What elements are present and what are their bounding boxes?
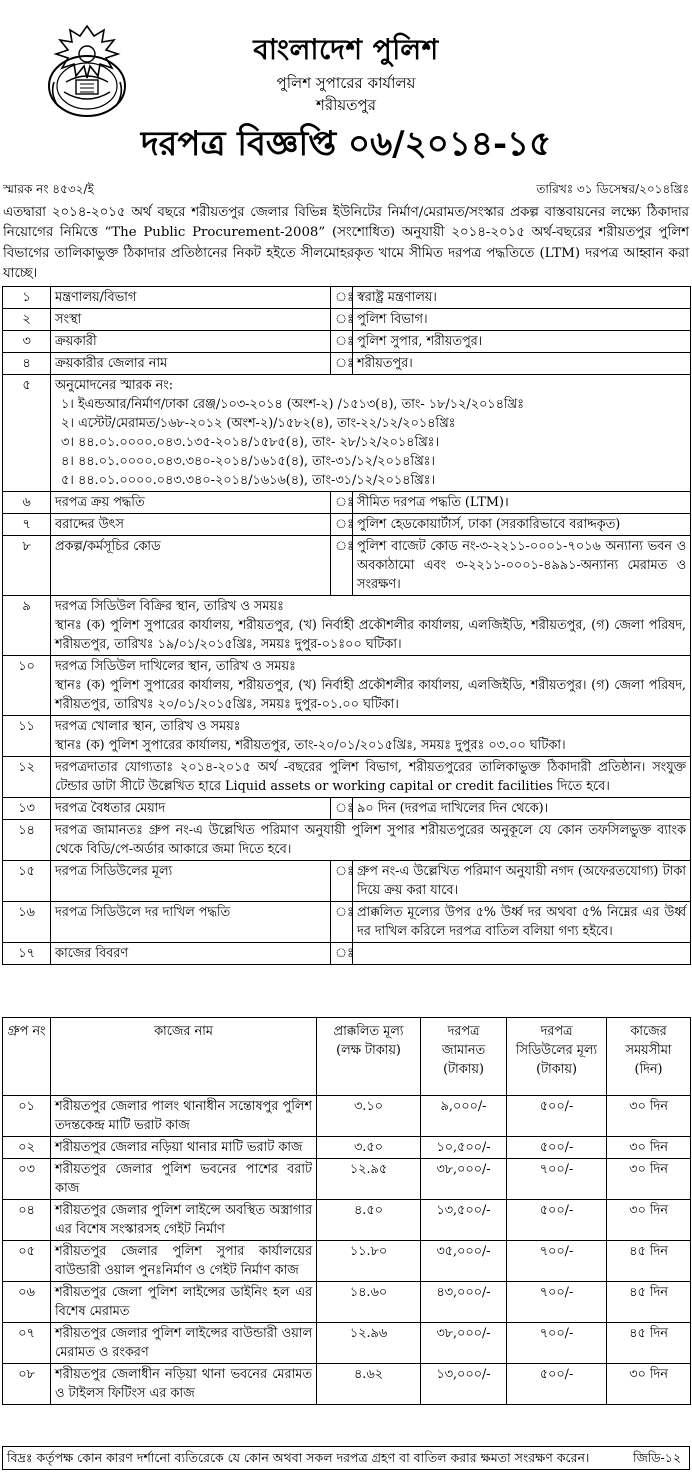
row-label: দরপত্র ক্রয় পদ্ধতি: [51, 492, 331, 514]
district-name: শরীয়তপুর: [316, 96, 376, 114]
table-row: [3, 820, 691, 861]
group-number: ০৫: [3, 1241, 51, 1282]
row-value: গ্রুপ নং-এ উল্লেখিত পরিমাণ অনুযায়ী নগদ (অফেরতযোগ্য) টাকা দিয়ে ক্রয় করা যাবে।: [353, 861, 691, 902]
table-row: [3, 353, 691, 375]
work-name: শরীয়তপুর জেলার পুলিশ লাইন্সের বাউন্ডারী ওয়াল মেরামত ও রংকরণ: [51, 1323, 317, 1364]
table-row: [3, 1241, 691, 1282]
row-colon: ঃ: [331, 902, 353, 943]
header-work-name: কাজের নাম: [51, 1018, 317, 1096]
approval-line: ১। ইএন্ডআর/নির্মাণ/ঢাকা রেঞ্জ/১০৩-২০১৪ (অংশ-২) /১৫১৩(৪), তাং- ১৮/১২/২০১৪খ্রিঃ: [61, 397, 524, 412]
work-schedule-price: ৫০০/-: [507, 1200, 607, 1241]
work-duration: ৩০ দিন: [607, 1200, 691, 1241]
work-estimate: ৪.৬২: [317, 1364, 421, 1405]
group-number: ০২: [3, 1137, 51, 1159]
row-number: ২: [3, 309, 51, 331]
header-estimate: প্রাক্কলিত মূল্য (লক্ষ টাকায়): [317, 1018, 421, 1096]
eligibility-text: দরপত্রদাতার যোগ্যতাঃ ২০১৪-২০১৫ অর্থ -বছরের পুলিশ বিভাগ, শরীয়তপুরের তালিকাভুক্ত ঠিকাদারী প্রতিষ্ঠান। সংযুক্ত টেন্ডার ডাটা সীটে উল্লেখিত হারে Liquid assets or working capital or credit facilities দিতে হবে।: [51, 757, 691, 798]
row-number: ১১: [3, 716, 51, 757]
work-duration: ৩০ দিন: [607, 1096, 691, 1137]
office-name: পুলিশ সুপারের কার্যালয়: [276, 74, 416, 92]
row-number: ১৪: [3, 820, 51, 861]
table-row: [3, 1159, 691, 1200]
footer-code: জিডি-১২: [633, 1450, 681, 1465]
opening-title: দরপত্র খোলার স্থান, তারিখ ও সময়ঃ: [55, 719, 241, 734]
row-label: ক্রয়কারী: [51, 331, 331, 353]
row-number: ৩: [3, 331, 51, 353]
approval-cell: [51, 375, 691, 492]
table-row: [3, 1364, 691, 1405]
submit-text: স্থানঃ (ক) পুলিশ সুপারের কার্যালয়, শরীয়তপুর, (খ) নির্বাহী প্রকৌশলীর কার্যালয়, এলজিইডি, শরীয়তপুর। (গ) জেলা পরিষদ, শরীয়তপুর, তারিখঃ ২০/০১/২০১৫খ্রিঃ, সময়ঃ দুপুর-০১.০০ ঘটিকা।: [55, 678, 686, 712]
notice-title: দরপত্র বিজ্ঞপ্তি ০৬/২০১৪-১৫: [140, 124, 552, 164]
row-colon: ঃ: [331, 861, 353, 902]
work-estimate: ১৪.৬০: [317, 1282, 421, 1323]
submit-title: দরপত্র সিডিউল দাখিলের স্থান, তারিখ ও সময়ঃ: [55, 659, 296, 674]
opening-cell: [51, 716, 691, 757]
work-name: শরীয়তপুর জেলার পুলিশ সুপার কার্যালয়ের বাউন্ডারী ওয়াল পুনঃনির্মাণ ও গেইট নির্মাণ কাজ: [51, 1241, 317, 1282]
row-colon: ঃ: [331, 798, 353, 820]
work-security: ১৩,০০০/-: [421, 1364, 507, 1405]
table-row: [3, 861, 691, 902]
intro-paragraph: এতদ্বারা ২০১৪-২০১৫ অর্থ বছরে শরীয়তপুর জেলার বিভিন্ন ইউনিটের নির্মাণ/মেরামত/সংস্কার প্রকল্প বাস্তবায়নের লক্ষ্যে ঠিকাদার নিয়োগের নিমিত্তে “The Public Procurement-2008” (সংশোধিত) অনুযায়ী ২০১৪-২০১৫ অর্থ-বছরের শরীয়তপুর পুলিশ বিভাগের তালিকাভুক্ত ঠিকাদার প্রতিষ্ঠানের নিকট হইতে সীলমোহরকৃত খামে সীমিত দরপত্র পদ্ধতিতে (LTM) দরপত্র আহ্বান করা যাচ্ছে।: [3, 205, 689, 281]
row-label: বরাদ্দের উৎস: [51, 514, 331, 536]
table-row: [3, 716, 691, 757]
row-number: ১৩: [3, 798, 51, 820]
table-row: [3, 757, 691, 798]
row-number: ১: [3, 287, 51, 309]
row-number: ১৬: [3, 902, 51, 943]
row-colon: ঃ: [331, 943, 353, 965]
sale-cell: [51, 596, 691, 656]
row-colon: ঃ: [331, 353, 353, 375]
work-security: ৩৮,০০০/-: [421, 1323, 507, 1364]
row-label: কাজের বিবরণ: [51, 943, 331, 965]
row-label: প্রকল্প/কর্মসূচির কোড: [51, 536, 331, 596]
row-colon: ঃ: [331, 287, 353, 309]
security-text: দরপত্র জামানতঃ গ্রুপ নং-এ উল্লেখিত পরিমাণ অনুযায়ী পুলিশ সুপার শরীয়তপুরের অনুকূলে যে কোন তফসিলভুক্ত ব্যাংক থেকে বিডি/পে-অর্ডার আকারে জমা দিতে হবে।: [51, 820, 691, 861]
work-schedule-price: ৭০০/-: [507, 1159, 607, 1200]
row-label: ক্রয়কারীর জেলার নাম: [51, 353, 331, 375]
memo-date: তারিখঃ ৩১ ডিসেম্বর/২০১৪খ্রিঃ: [536, 182, 689, 196]
row-value: [353, 943, 691, 965]
row-colon: ঃ: [331, 309, 353, 331]
group-number: ০১: [3, 1096, 51, 1137]
work-estimate: ৩.৫০: [317, 1137, 421, 1159]
table-row: [3, 902, 691, 943]
header-duration: কাজের সময়সীমা (দিন): [607, 1018, 691, 1096]
approval-label: অনুমোদনের স্মারক নং:: [55, 378, 174, 393]
work-duration: ৪৫ দিন: [607, 1241, 691, 1282]
row-label: দরপত্র সিডিউলের মূল্য: [51, 861, 331, 902]
row-number: ৬: [3, 492, 51, 514]
row-number: ১৭: [3, 943, 51, 965]
work-duration: ৩০ দিন: [607, 1137, 691, 1159]
group-number: ০৭: [3, 1323, 51, 1364]
row-colon: ঃ: [331, 514, 353, 536]
row-number: ৪: [3, 353, 51, 375]
tender-details-table: [2, 286, 691, 965]
row-value: ৯০ দিন (দরপত্র দাখিলের দিন থেকে)।: [353, 798, 691, 820]
row-number: ১৫: [3, 861, 51, 902]
row-label: সংস্থা: [51, 309, 331, 331]
row-colon: ঃ: [331, 331, 353, 353]
row-number: ৯: [3, 596, 51, 656]
table-row: [3, 656, 691, 716]
table-row: [3, 492, 691, 514]
row-label: দরপত্র বৈধতার মেয়াদ: [51, 798, 331, 820]
footer-note: [2, 1446, 690, 1470]
group-number: ০৩: [3, 1159, 51, 1200]
row-colon: ঃ: [331, 536, 353, 596]
work-estimate: ৪.৫০: [317, 1200, 421, 1241]
row-number: ৭: [3, 514, 51, 536]
table-row: [3, 331, 691, 353]
table-row: [3, 514, 691, 536]
work-name: শরীয়তপুর জেলার পুলিশ ভবনের পাশের বরাট কাজ: [51, 1159, 317, 1200]
work-schedule-price: ৫০০/-: [507, 1096, 607, 1137]
work-security: ৩৮,০০০/-: [421, 1159, 507, 1200]
table-row: [3, 1137, 691, 1159]
table-row: [3, 943, 691, 965]
row-number: ১২: [3, 757, 51, 798]
footer-disclaimer: বিদ্রঃ কর্তৃপক্ষ কোন কারণ দর্শানো ব্যতিরেকে যে কোন অথবা সকল দরপত্র গ্রহণ বা বাতিল করার ক্ষমতা সংরক্ষণ করেন।: [7, 1450, 590, 1465]
row-value: পুলিশ বাজেট কোড নং-৩-২২১১-০০০১-৭০১৬ অন্যান্য ভবন ও অবকাঠামো এবং ৩-২২১১-০০০১-৪৯৯১-অন্যান্য মেরামত ও সংরক্ষণ।: [353, 536, 691, 596]
row-colon: ঃ: [331, 492, 353, 514]
work-security: ১৩,৫০০/-: [421, 1200, 507, 1241]
header-security: দরপত্র জামানত (টাকায়): [421, 1018, 507, 1096]
organization-name: বাংলাদেশ পুলিশ: [253, 33, 439, 66]
group-number: ০৬: [3, 1282, 51, 1323]
row-value: প্রাক্কলিত মূল্যের উপর ৫% উর্ধ্ব দর অথবা ৫% নিম্নের এর উর্ধ্ব দর দাখিল করিলে দরপত্র বাতিল বলিয়া গণ্য হইবে।: [353, 902, 691, 943]
table-row: [3, 309, 691, 331]
work-duration: ৪৫ দিন: [607, 1282, 691, 1323]
work-estimate: ১২.৯৫: [317, 1159, 421, 1200]
table-row: [3, 1323, 691, 1364]
row-number: ৫: [3, 375, 51, 492]
work-schedule-price: ৫০০/-: [507, 1364, 607, 1405]
approval-line: ৫। ৪৪.০১.০০০০.০৪৩.৩৪০-২০১৪/১৬১৬(৪), তাং-৩১/১২/২০১৪খ্রিঃ।: [61, 473, 436, 488]
work-schedule-price: ৫০০/-: [507, 1137, 607, 1159]
work-duration: ৪৫ দিন: [607, 1323, 691, 1364]
group-number: ০৪: [3, 1200, 51, 1241]
row-value: পুলিশ হেডকোয়ার্টার্স, ঢাকা (সরকারিভাবে বরাদ্দকৃত): [353, 514, 691, 536]
work-name: শরীয়তপুর জেলার পুলিশ লাইন্সে অবস্থিত অস্ত্রাগার এর বিশেষ সংস্কারসহ গেইট নির্মাণ: [51, 1200, 317, 1241]
work-estimate: ১১.৮০: [317, 1241, 421, 1282]
work-duration: ৩০ দিন: [607, 1159, 691, 1200]
work-security: ৯,০০০/-: [421, 1096, 507, 1137]
table-row: [3, 1200, 691, 1241]
table-row: [3, 798, 691, 820]
work-name: শরীয়তপুর জেলা পুলিশ লাইন্সের ডাইনিং হল এর বিশেষ মেরামত: [51, 1282, 317, 1323]
work-name: শরীয়তপুর জেলার নড়িয়া থানার মাটি ভরাট কাজ: [51, 1137, 317, 1159]
row-value: পুলিশ বিভাগ।: [353, 309, 691, 331]
approval-line: ৩। ৪৪.০১.০০০০.০৪৩.১৩৫-২০১৪/১৫৮৫(৪), তাং- ২৮/১২/২০১৪খ্রিঃ।: [61, 435, 440, 450]
approval-line: ২। এস্টেট/মেরামত/১৬৮-২০১২ (অংশ-২)/১৫৮২(৪), তাং-২২/১২/২০১৪খ্রিঃ: [61, 416, 456, 431]
work-security: ৩৫,০০০/-: [421, 1241, 507, 1282]
table-row: [3, 536, 691, 596]
work-security: ৪৩,০০০/-: [421, 1282, 507, 1323]
work-schedule-price: ৭০০/-: [507, 1323, 607, 1364]
work-security: ১০,৫০০/-: [421, 1137, 507, 1159]
work-estimate: ৩.১০: [317, 1096, 421, 1137]
work-schedule-price: ৭০০/-: [507, 1282, 607, 1323]
group-number: ০৮: [3, 1364, 51, 1405]
table-row: [3, 596, 691, 656]
sale-title: দরপত্র সিডিউল বিক্রির স্থান, তারিখ ও সময়ঃ: [55, 599, 284, 614]
row-label: দরপত্র সিডিউলে দর দাখিল পদ্ধতি: [51, 902, 331, 943]
memo-line: [3, 181, 689, 201]
row-value: স্বরাষ্ট্র মন্ত্রণালয়।: [353, 287, 691, 309]
table-row: [3, 375, 691, 492]
works-table: [2, 1017, 691, 1405]
header-group: গ্রুপ নং: [3, 1018, 51, 1096]
sale-text: স্থানঃ (ক) পুলিশ সুপারের কার্যালয়, শরীয়তপুর, (খ) নির্বাহী প্রকৌশলীর কার্যালয়, এলজিইডি, শরীয়তপুর, (গ) জেলা পরিষদ, শরীয়তপুর, তারিখঃ ১৯/০১/২০১৫খ্রিঃ, সময়ঃ দুপুর-০১ঃ০০ ঘটিকা।: [55, 618, 686, 652]
memo-number: স্মারক নং ৪৫৩২/ই: [3, 182, 94, 196]
row-value: পুলিশ সুপার, শরীয়তপুর।: [353, 331, 691, 353]
row-value: শরীয়তপুর।: [353, 353, 691, 375]
row-label: মন্ত্রণালয়/বিভাগ: [51, 287, 331, 309]
work-duration: ৩০ দিন: [607, 1364, 691, 1405]
table-row: [3, 1096, 691, 1137]
work-estimate: ১২.৯৬: [317, 1323, 421, 1364]
row-number: ৮: [3, 536, 51, 596]
work-name: শরীয়তপুর জেলার পালং থানাধীন সন্তোষপুর পুলিশ তদন্তকেন্দ্র মাটি ভরাট কাজ: [51, 1096, 317, 1137]
works-header-row: [3, 1018, 691, 1096]
work-name: শরীয়তপুর জেলাধীন নড়িয়া থানা ভবনের মেরামত ও টাইলস ফিটিংস এর কাজ: [51, 1364, 317, 1405]
table-row: [3, 1282, 691, 1323]
header: [0, 0, 692, 164]
work-schedule-price: ৭০০/-: [507, 1241, 607, 1282]
row-value: সীমিত দরপত্র পদ্ধতি (LTM)।: [353, 492, 691, 514]
submit-cell: [51, 656, 691, 716]
row-number: ১০: [3, 656, 51, 716]
approval-line: ৪। ৪৪.০১.০০০০.০৪৩.৩৪০-২০১৪/১৬১৫(৪), তাং-৩১/১২/২০১৪খ্রিঃ।: [61, 454, 436, 469]
opening-text: স্থানঃ (ক) পুলিশ সুপারের কার্যালয়, শরীয়তপুর, তাং-২০/০১/২০১৫খ্রিঃ, সময়ঃ দুপুরঃ ০৩.০০ ঘটিকা।: [55, 738, 566, 753]
header-schedule-price: দরপত্র সিডিউলের মূল্য (টাকায়): [507, 1018, 607, 1096]
table-row: [3, 287, 691, 309]
